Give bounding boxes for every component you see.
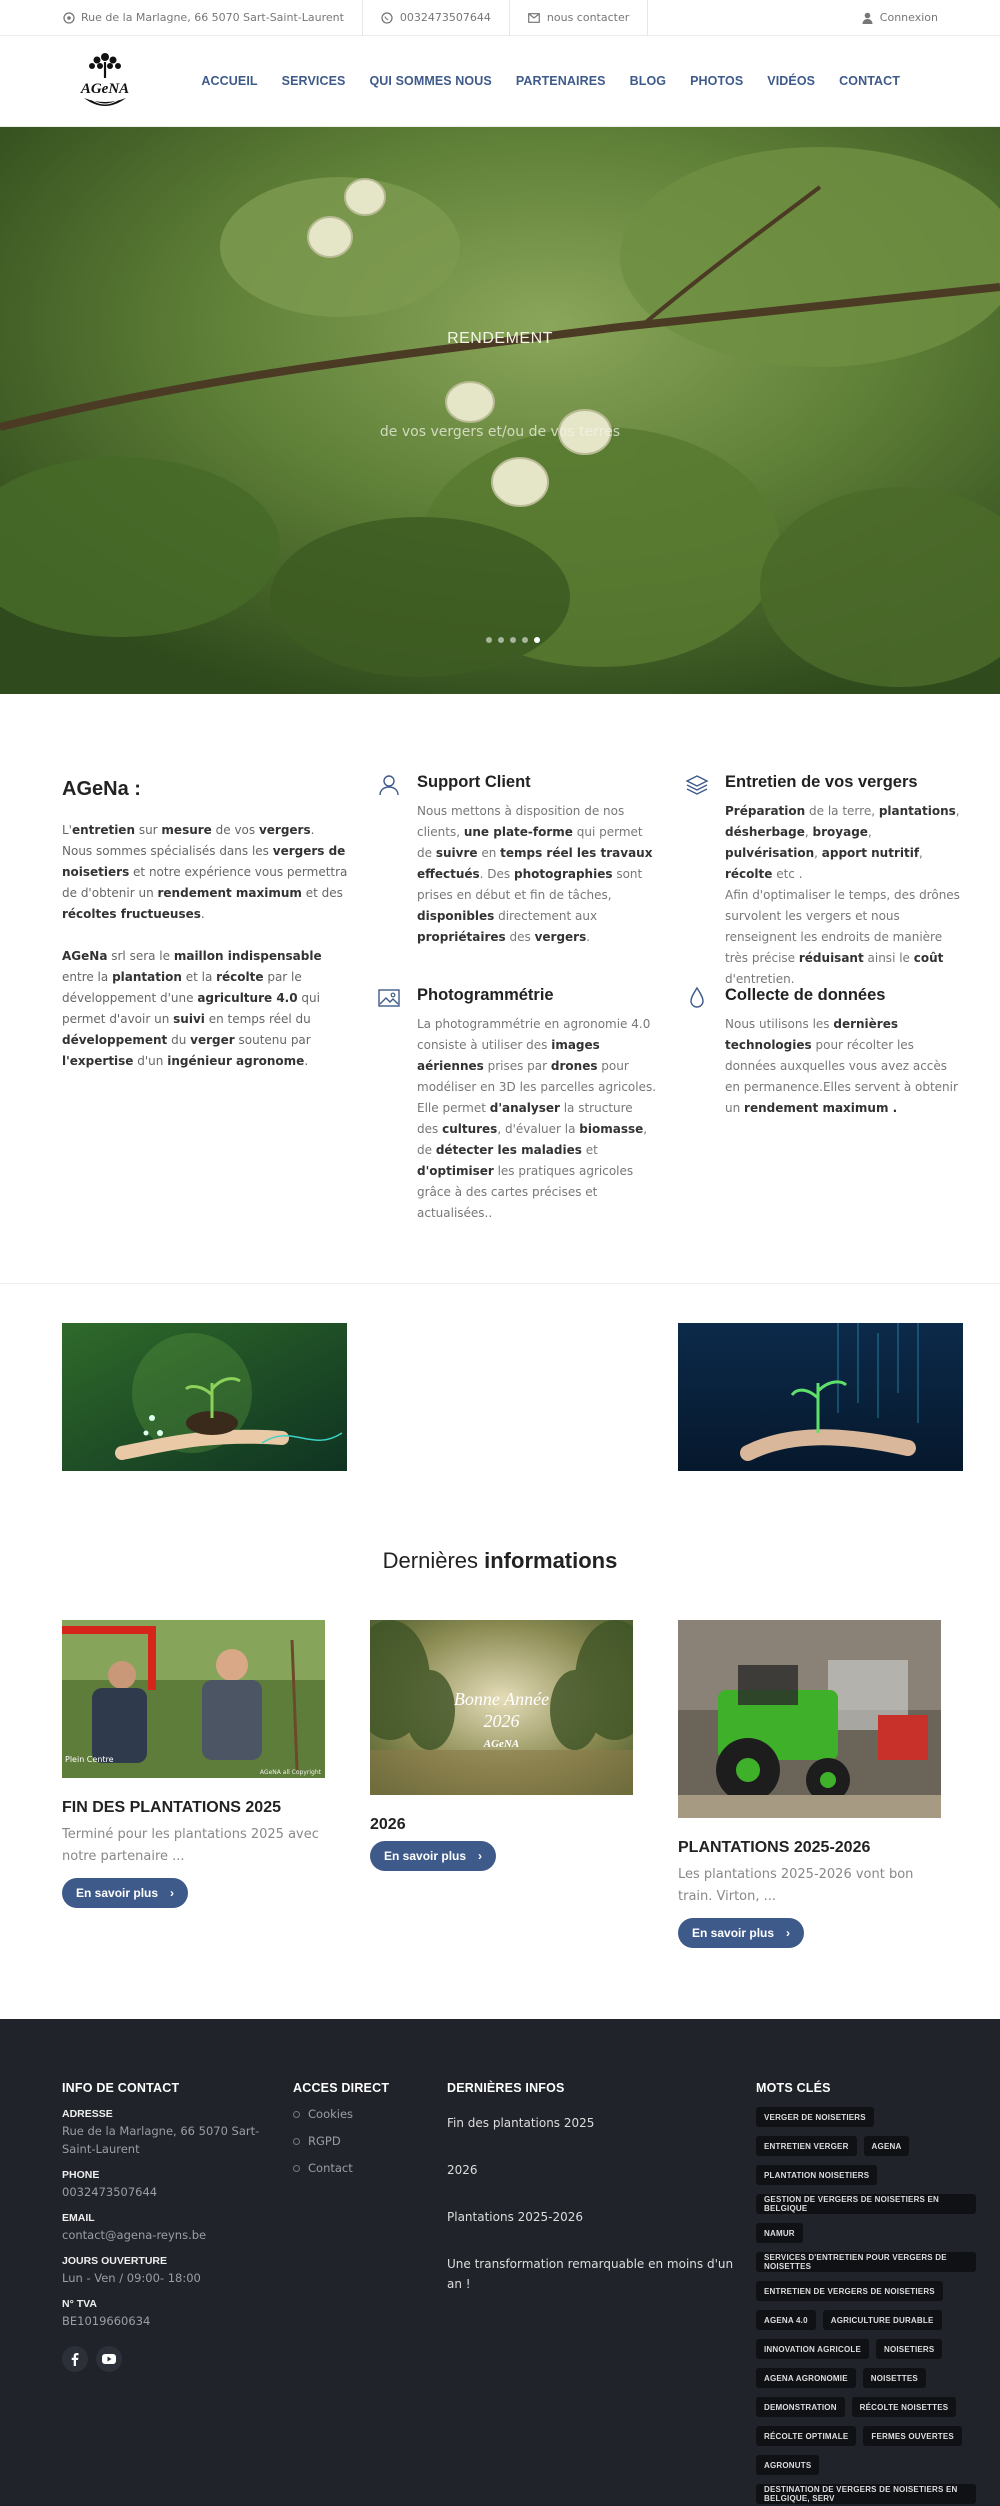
hero-subtitle: de vos vergers et/ou de vos terres: [379, 424, 621, 440]
footer-vat: [62, 2297, 282, 2330]
tag-link[interactable]: AGENA: [864, 2136, 910, 2156]
nav-item-partenaires[interactable]: PARTENAIRES: [515, 74, 606, 88]
footer-vat-value: BE1019660634: [62, 2314, 151, 2328]
digital-plant-hand-image: [678, 1323, 963, 1471]
footer-email-label: EMAIL: [62, 2212, 95, 2224]
location-icon: [62, 11, 75, 24]
slider-dot[interactable]: [498, 637, 504, 643]
footer-phone-value[interactable]: 0032473507644: [62, 2185, 158, 2199]
svg-text:AGeNA: AGeNA: [80, 81, 130, 97]
tag-link[interactable]: NAMUR: [756, 2223, 803, 2243]
top-bar: [0, 0, 1000, 36]
tag-link[interactable]: AGENA AGRONOMIE: [756, 2368, 856, 2388]
footer-link-cookies[interactable]: [293, 2107, 389, 2121]
news-card: [62, 1620, 325, 1908]
footer-link-label: RGPD: [308, 2134, 341, 2148]
footer-link-label: Cookies: [308, 2107, 354, 2121]
tag-link[interactable]: RÉCOLTE NOISETTES: [852, 2397, 957, 2417]
slider-dot[interactable]: [486, 637, 492, 643]
tag-link[interactable]: PLANTATION NOISETIERS: [756, 2165, 877, 2185]
layers-icon: [685, 773, 709, 797]
tag-link[interactable]: DEMONSTRATION: [756, 2397, 845, 2417]
tag-link[interactable]: INNOVATION AGRICOLE: [756, 2339, 869, 2359]
news-card-image-credit: AGeNA: [483, 1738, 520, 1750]
feature-body: La photogrammétrie en agronomie 4.0 consiste à utiliser des images aériennes prises par drones pour modéliser en 3D les parcelles agricoles. Elle permet d'analyser la structure des cultures, d'évaluer la biomasse, de détecter les maladies et d'optimiser les pratiques agricoles grâce à des cartes précises et actualisées..: [417, 1017, 657, 1220]
feature-title: Support Client: [417, 773, 531, 791]
nav-item-photos[interactable]: PHOTOS: [690, 74, 744, 88]
footer-email-value[interactable]: contact@agena-reyns.be: [62, 2228, 207, 2242]
footer-address-label: ADRESSE: [62, 2108, 113, 2120]
read-more-label: En savoir plus: [384, 1849, 467, 1863]
news-card-excerpt: Terminé pour les plantations 2025 avec notre partenaire ...: [62, 1827, 319, 1864]
facebook-icon[interactable]: [62, 2346, 88, 2372]
youtube-icon[interactable]: [96, 2346, 122, 2372]
user-icon: [861, 11, 874, 24]
footer-phone-label: PHONE: [62, 2169, 100, 2181]
tag-link[interactable]: AGRICULTURE DURABLE: [823, 2310, 942, 2330]
topbar-phone-text: 0032473507644: [399, 11, 491, 24]
login-link[interactable]: [861, 11, 938, 24]
nav-item-blog[interactable]: BLOG: [629, 74, 667, 88]
hero-slider[interactable]: [0, 127, 1000, 694]
feature-photogrammetrie: [417, 984, 657, 1224]
footer-link-contact[interactable]: [293, 2161, 389, 2175]
chevron-right-icon: ›: [170, 1886, 175, 1900]
topbar-address-text: Rue de la Marlagne, 66 5070 Sart-Saint-Laurent: [81, 11, 344, 24]
footer-acces-list: [293, 2107, 389, 2175]
footer-link-label: Contact: [308, 2161, 353, 2175]
feature-collecte-donnees: [725, 984, 965, 1119]
footer-news-link[interactable]: Une transformation remarquable en moins d'un an !: [447, 2257, 734, 2291]
site-header: [0, 36, 1000, 127]
news-card-image-caption: Bonne Année 2026: [453, 1689, 550, 1731]
tag-link[interactable]: ENTRETIEN DE VERGERS DE NOISETIERS: [756, 2281, 943, 2301]
nav-item-qui-sommes-nous[interactable]: QUI SOMMES NOUS: [369, 74, 492, 88]
feature-title: Entretien de vos vergers: [725, 773, 918, 791]
footer-news-link[interactable]: Plantations 2025-2026: [447, 2210, 584, 2224]
footer-news-title: DERNIÈRES INFOS: [447, 2081, 565, 2095]
footer-phone: [62, 2168, 282, 2201]
nav-item-contact[interactable]: CONTACT: [839, 74, 900, 88]
droplet-icon: [685, 986, 709, 1010]
sprout-hand-image: [62, 1323, 347, 1471]
news-card-image[interactable]: [678, 1620, 941, 1818]
news-card: [370, 1620, 633, 1871]
intro-paragraph-2: AGeNa srl sera le maillon indispensable entre la plantation et la récolte par le développement d'une agriculture 4.0 qui permet d'avoir un suivi en temps réel du développement du verger soutenu par l'expertise d'un ingénieur agronome.: [62, 949, 322, 1068]
slider-dot-active[interactable]: [534, 637, 540, 643]
tag-link[interactable]: ENTRETIEN VERGER: [756, 2136, 857, 2156]
chevron-right-icon: ›: [478, 1849, 483, 1863]
tag-link[interactable]: FERMES OUVERTES: [863, 2426, 962, 2446]
slider-dot[interactable]: [510, 637, 516, 643]
footer-news-link[interactable]: 2026: [447, 2163, 478, 2177]
main-nav: [201, 74, 900, 88]
footer-latest-news: [447, 2081, 737, 2321]
feature-body: Nous utilisons les dernières technologies pour récolter les données auxquelles vous avez accès en permanence.Elles servent à obtenir un rendement maximum .: [725, 1017, 958, 1115]
footer-tags-title: MOTS CLÉS: [756, 2081, 831, 2095]
whatsapp-icon: [381, 11, 394, 24]
news-card-title[interactable]: 2026: [370, 1816, 406, 1833]
news-card-image[interactable]: [370, 1620, 633, 1795]
intro-section: [0, 694, 1000, 1284]
news-card-image[interactable]: [62, 1620, 325, 1778]
slider-pagination: [486, 637, 540, 643]
slider-dot[interactable]: [522, 637, 528, 643]
news-section-title-light: Dernières: [382, 1548, 485, 1573]
topbar-address: [62, 0, 363, 36]
footer-contact: [62, 2081, 282, 2372]
footer-hours-label: JOURS OUVERTURE: [62, 2255, 168, 2267]
news-card-image-caption: Plein Centre: [65, 1755, 114, 1764]
read-more-button[interactable]: [370, 1841, 496, 1871]
nav-item-services[interactable]: SERVICES: [281, 74, 346, 88]
feature-title: Collecte de données: [725, 986, 886, 1004]
news-section-title: [0, 1548, 1000, 1574]
feature-body: Nous mettons à disposition de nos clients, une plate-forme qui permet de suivre en temps réel les travaux effectués. Des photographies sont prises en début et fin de tâches, disponibles directement aux propriétaires des vergers.: [417, 804, 653, 944]
tag-link[interactable]: VERGER DE NOISETIERS: [756, 2107, 874, 2127]
read-more-label: En savoir plus: [692, 1926, 775, 1940]
read-more-button[interactable]: [678, 1918, 804, 1948]
read-more-button[interactable]: [62, 1878, 188, 1908]
agena-logo[interactable]: [62, 48, 148, 114]
mail-icon: [528, 11, 541, 24]
tag-link[interactable]: AGENA 4.0: [756, 2310, 816, 2330]
footer-link-rgpd[interactable]: [293, 2134, 389, 2148]
topbar-phone[interactable]: [381, 0, 510, 36]
tag-link[interactable]: AGRONUTS: [756, 2455, 819, 2475]
news-card-title[interactable]: PLANTATIONS 2025-2026: [678, 1839, 871, 1856]
topbar-contact[interactable]: [528, 0, 648, 36]
intro-title: AGeNa :: [62, 778, 141, 800]
tag-link[interactable]: SERVICES D'ENTRETIEN POUR VERGERS DE NOISETTES: [756, 2252, 976, 2272]
topbar-contact-link: nous contacter: [546, 11, 630, 24]
tag-link[interactable]: DESTINATION DE VERGERS DE NOISETIERS EN BELGIQUE, SERV: [756, 2484, 976, 2504]
feature-title: Photogrammétrie: [417, 986, 554, 1004]
feature-entretien-vergers: [725, 771, 965, 990]
footer-direct-access: [293, 2081, 389, 2188]
footer-hours: [62, 2254, 282, 2287]
login-label: Connexion: [879, 11, 938, 24]
tag-link[interactable]: NOISETIERS: [876, 2339, 942, 2359]
news-card-image-credit: AGeNA all Copyright: [259, 1769, 321, 1776]
tag-cloud: [756, 2107, 976, 2504]
tag-link[interactable]: NOISETTES: [863, 2368, 926, 2388]
hero-title: RENDEMENT: [447, 330, 553, 347]
footer-email: [62, 2211, 282, 2244]
nav-item-videos[interactable]: VIDÉOS: [767, 74, 816, 88]
site-footer: [0, 2019, 1000, 2506]
footer-acces-title: ACCES DIRECT: [293, 2081, 390, 2095]
intro-column: [62, 776, 352, 1072]
chevron-right-icon: ›: [786, 1926, 791, 1940]
footer-tags: [756, 2081, 976, 2504]
tag-link[interactable]: GESTION DE VERGERS DE NOISETIERS EN BELGIQUE: [756, 2194, 976, 2214]
news-card-title[interactable]: FIN DES PLANTATIONS 2025: [62, 1799, 281, 1816]
user-icon: [377, 773, 401, 797]
intro-paragraph-1: L'entretien sur mesure de vos vergers. Nous sommes spécialisés dans les vergers de noisetiers et notre expérience vous permettra de d'obtenir un rendement maximum et des récoltes fructueuses.: [62, 823, 348, 921]
footer-contact-title: INFO DE CONTACT: [62, 2081, 180, 2095]
feature-body: Préparation de la terre, plantations, désherbage, broyage, pulvérisation, apport nutritif, récolte etc . Afin d'optimaliser le temps, des drônes survolent les vergers et nous renseignent les endroits de manière très précise réduisant ainsi le coût d'entretien.: [725, 804, 960, 986]
social-links: [62, 2346, 282, 2372]
hero-hazelnut-image: [0, 127, 1000, 694]
nav-item-accueil[interactable]: ACCUEIL: [201, 74, 258, 88]
footer-hours-value: Lun - Ven / 09:00- 18:00: [62, 2271, 201, 2285]
footer-news-link[interactable]: Fin des plantations 2025: [447, 2116, 595, 2130]
footer-address: [62, 2107, 282, 2158]
read-more-label: En savoir plus: [76, 1886, 159, 1900]
footer-address-value: Rue de la Marlagne, 66 5070 Sart-Saint-Laurent: [62, 2124, 260, 2156]
agena-logo-graphic: [62, 48, 148, 114]
footer-vat-label: N° TVA: [62, 2298, 97, 2310]
tag-link[interactable]: RÉCOLTE OPTIMALE: [756, 2426, 856, 2446]
news-card: [678, 1620, 941, 1948]
feature-support-client: [417, 771, 657, 948]
news-section-title-bold: informations: [484, 1548, 618, 1573]
image-icon: [377, 986, 401, 1010]
news-card-excerpt: Les plantations 2025-2026 vont bon train. Virton, ...: [678, 1867, 914, 1904]
